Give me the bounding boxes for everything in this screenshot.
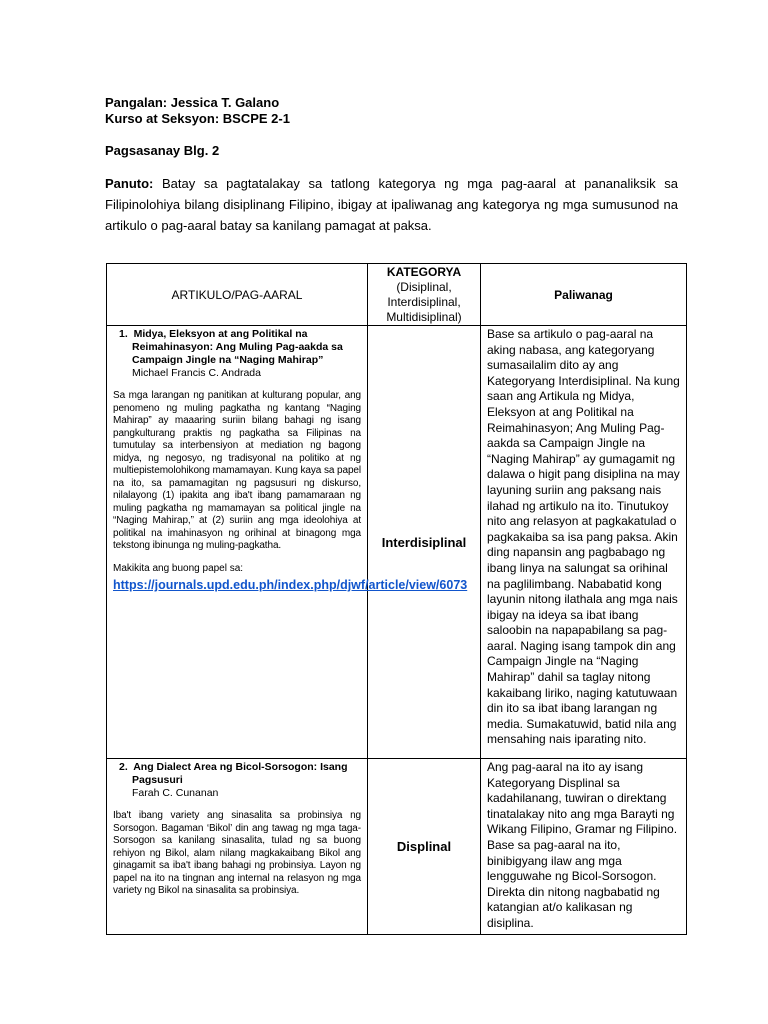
instructions-text: Batay sa pagtatalakay sa tatlong kategorya ng mga pag-aaral at pananaliksik sa Filipinolohiya bilang disiplinang Filipino, ibigay at ipaliwanag ang kategorya ng mga sumusunod na artikulo o pag-aaral batay sa kanilang pamagat at paksa. [105,176,678,233]
article-abstract: Iba't ibang variety ang sinasalita sa probinsiya ng Sorsogon. Bagaman ‘Bikol’ din ang tawag ng mga taga-Sorsogon sa kanilang sinasalita, tulad ng sa buong rehiyon ng Bikol, alam nilang magkakaibang Bikol ang ginagamit sa iba't ibang bahagi ng probinsiya. Layon ng papel na ito na tingnan ang internal na relasyon ng mga variety ng Bikol na sinasalita sa probinsiya. [113,810,361,896]
explanation-cell: Ang pag-aaral na ito ay isang Kategoryang Displinal sa kadahilanang, tuwiran o direktang tinatalakay nito ang mga Barayti ng Wikang Filipino, Gramar ng Filipino. Base sa pag-aaral na ito, binibigyang ilaw ang mga lengguwahe ng Bicol-Sorsogon. Direkta din nitong nagbabatid ng katangian at/o kalikasan ng disiplina. [481,759,687,935]
category-cell: Displinal [368,759,481,935]
explanation-cell: Base sa artikulo o pag-aaral na aking nabasa, ang kategoryang sumasailalim dito ay ang Kategoryang Interdisiplinal. Na kung saan ang Artikula ng Midya, Eleksyon at ang Politikal na Reimahinasyon; Ang Muling Pag-aakda sa Campaign Jingle na “Naging Mahirap” ay gumagamit ng dalawa o higit pang disiplina na may layuning suriin ang paksang nais ilahad ng artikulo na ito. Tinutukoy nito ang relasyon at pagkakatulad o pagkakaiba sa isa pang paksa. Akin ding napansin ang pagbabago ng ibang linya na salungat sa orihinal na paglilimbang. Nababatid kong layunin nitong ilathala ang mga nais ibigay na ideya sa ibat ibang saloobin na napapabilang sa pag-aaral. Naging isang tampok din ang Campaign Jingle na “Naging Mahirap” dahil sa taglay nitong kakaibang liriko, naging katutuwaan din ito sa ibat ibang larangan ng media. Sumakatuwid, batid nila ang mensahing nais iparating nito. [481,326,687,759]
article-title: 2. Ang Dialect Area ng Bicol-Sorsogon: Isang Pagsusuri [119,761,348,786]
article-cell [107,759,368,935]
article-author: Farah C. Cunanan [132,787,219,799]
exercise-title: Pagsasanay Blg. 2 [105,143,220,158]
header-paliwanag: Paliwanag [481,264,687,326]
table-row [107,326,687,759]
category-cell: Interdisiplinal [368,326,481,759]
article-link[interactable] [113,575,468,595]
category-table [106,263,687,935]
instructions [105,173,678,236]
article-title: 1. Midya, Eleksyon at ang Politikal na Reimahinasyon: Ang Muling Pag-aakda sa Campaign Jingle na “Naging Mahirap” [119,328,343,366]
header-kategorya-sub: (Disiplinal, Interdisiplinal, Multidisiplinal) [386,280,462,324]
article-link-text[interactable]: https://journals.upd.edu.ph/index.php/djwf/article/view/6073 [113,578,468,592]
header-artikulo: ARTIKULO/PAG-AARAL [107,264,368,326]
course-section: Kurso at Seksyon: BSCPE 2-1 [105,111,290,126]
article-link-label: Makikita ang buong papel sa: [113,562,244,574]
table-header-row [107,264,687,326]
header-kategorya-title: KATEGORYA [386,265,462,279]
header-kategorya [368,264,481,326]
article-abstract: Sa mga larangan ng panitikan at kulturang popular, ang penomeno ng muling pagkatha ng kantang “Naging Mahirap” ay maaaring suriin bilang bahagi ng isang pangkulturang praktis ng pagkatha sa Filipinas na tumutulay sa interbensiyon at mediation ng bagong midya, ng negosyo, ng tradisyonal na politiko at ng multiepistemolohikong mamamayan. Kung kaya sa papel na ito, sa pamamagitan ng pagsusuri ng diskurso, nilalayong (1) ipakita ang iba't ibang pamamaraan ng muling pagkatha ng mamamayan sa political jingle na “Naging Mahirap,” at (2) suriin ang mga ideolohiya at politikal na imahinasyon ng orihinal at binagong mga tekstong ibinunga ng muling-pagkatha. [113,390,361,551]
instructions-label: Panuto: [105,176,154,191]
student-name: Pangalan: Jessica T. Galano [105,95,280,110]
article-author: Michael Francis C. Andrada [132,367,261,379]
table-row [107,759,687,935]
